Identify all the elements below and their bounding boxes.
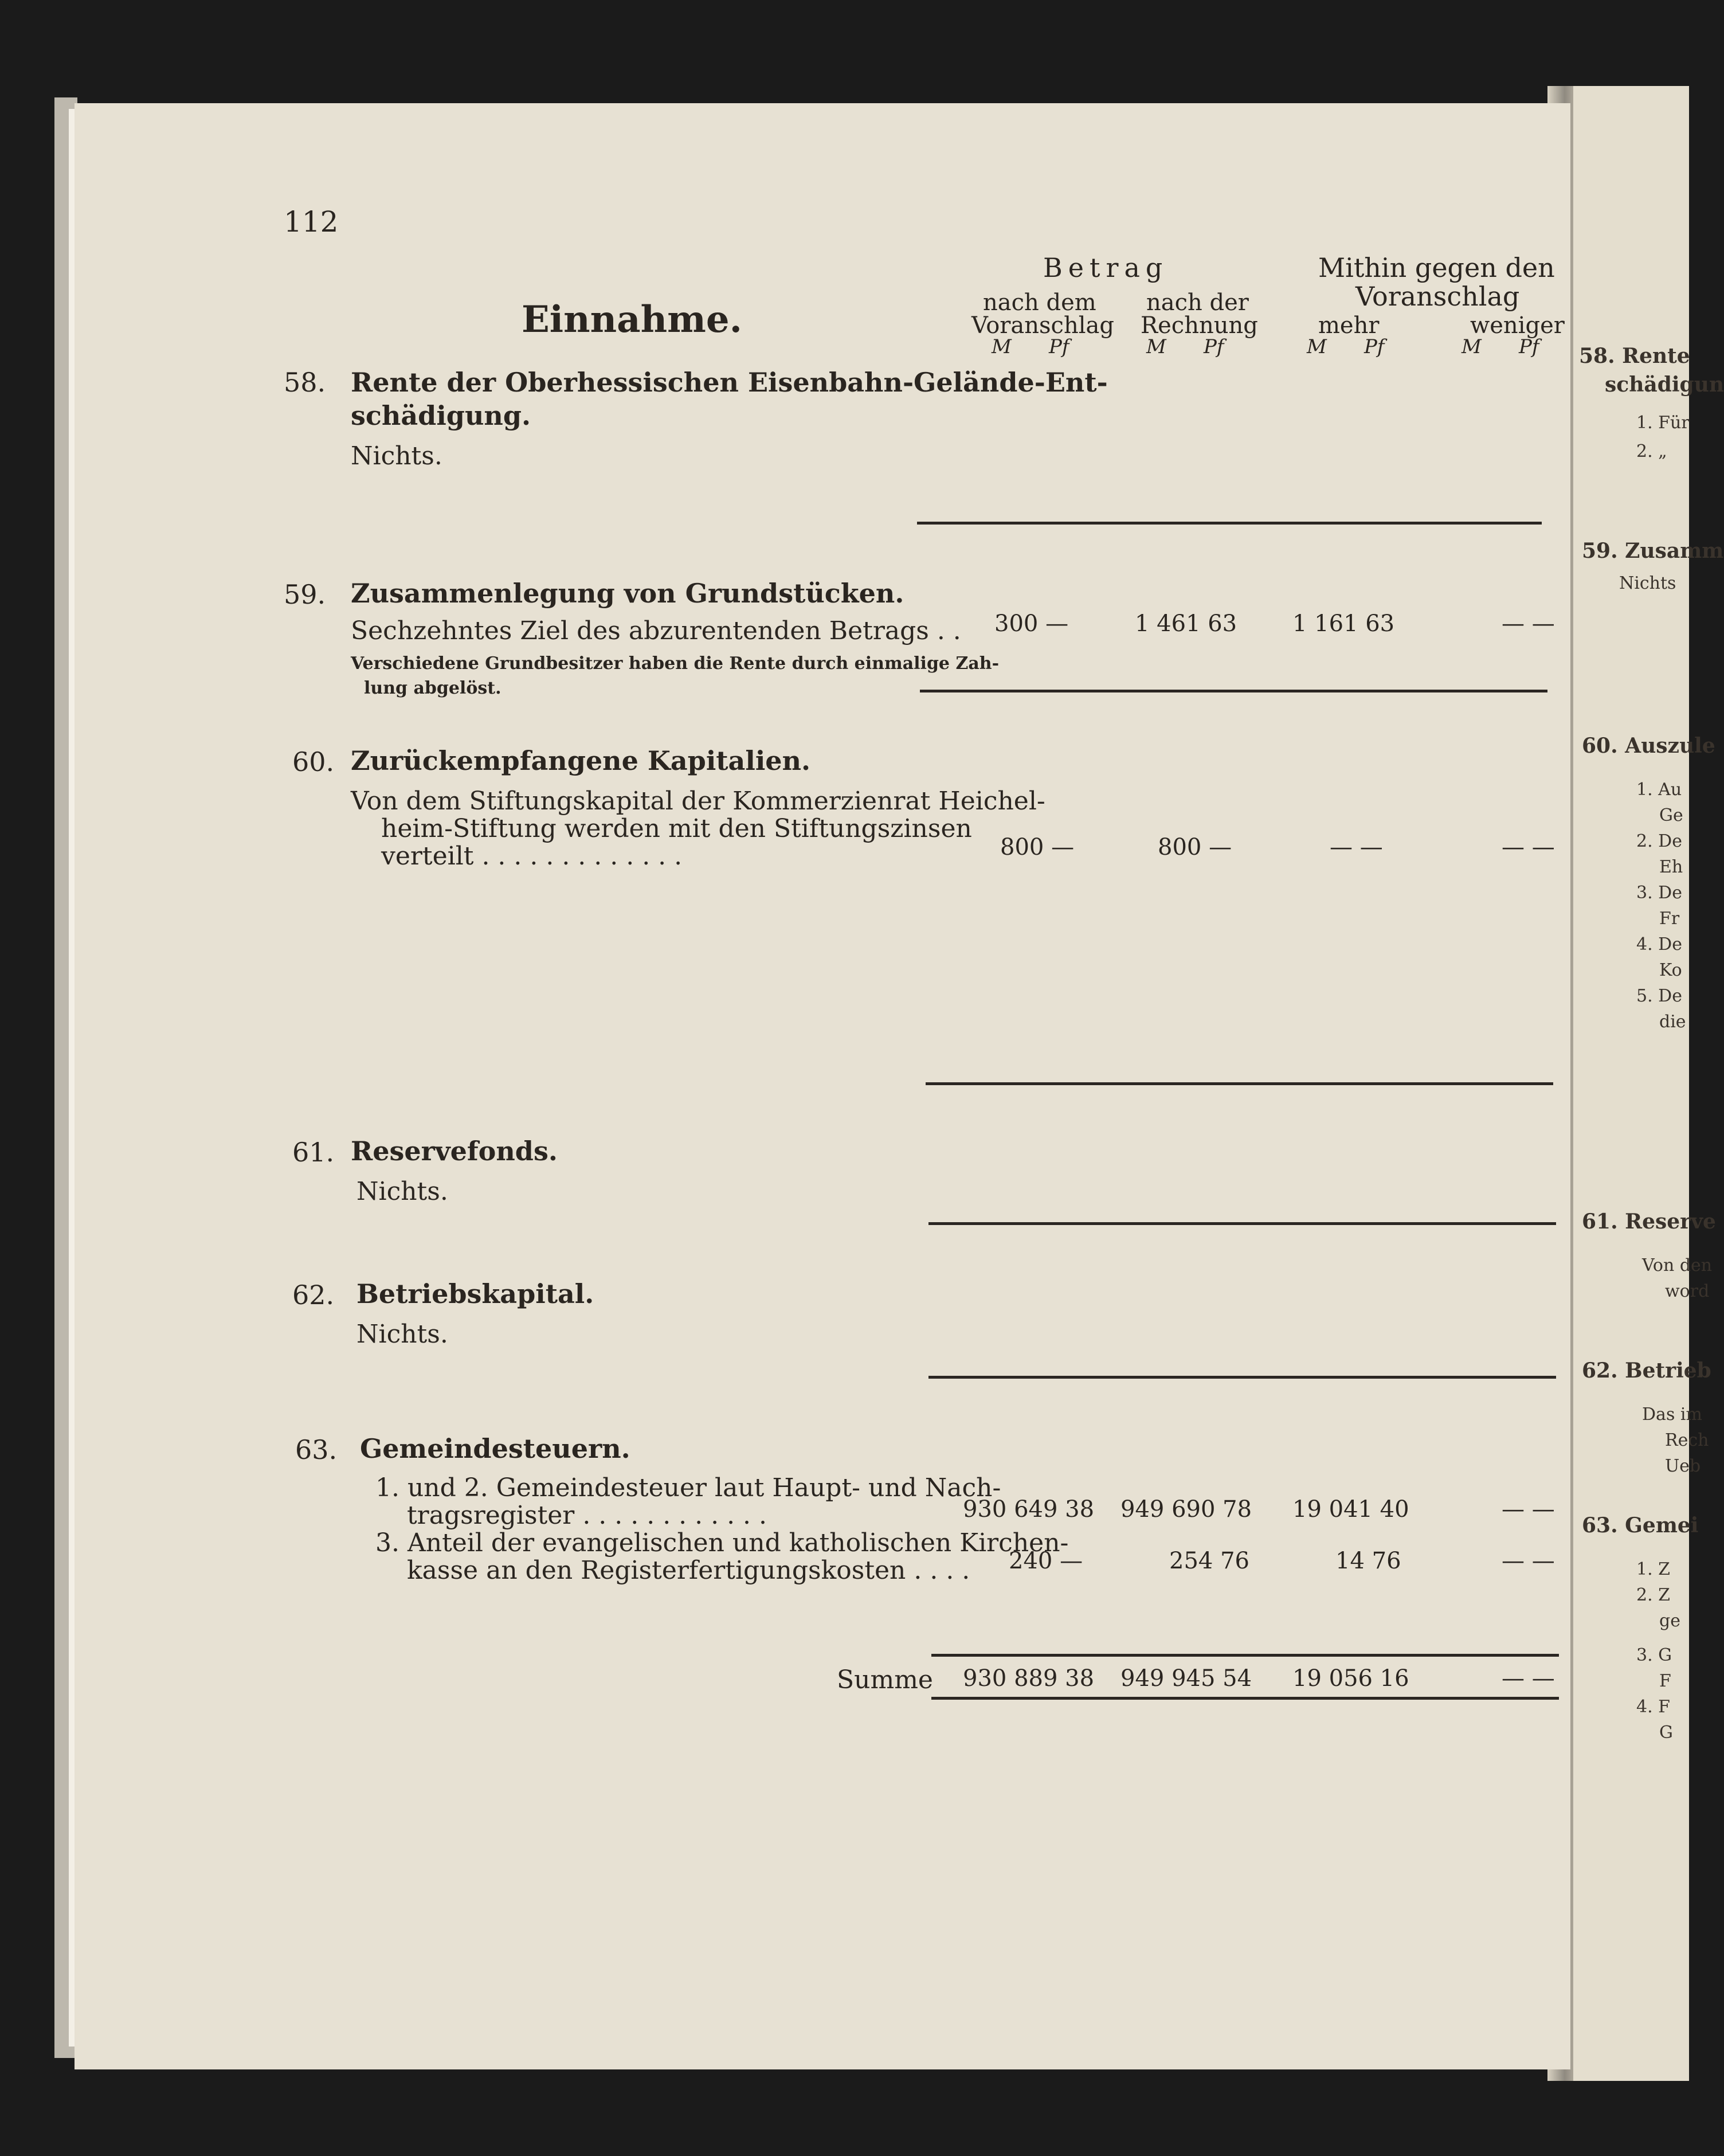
item-text: Sechzehntes Ziel des abzurentenden Betrags . . [351, 616, 961, 645]
unit-pf: Pf [1364, 335, 1385, 358]
value-rechnung: 949 690 78 [1120, 1496, 1252, 1523]
next-page-fragment: 4. De [1636, 934, 1682, 954]
page-number: 112 [284, 205, 339, 238]
next-page-fragment: 61. Reserve [1582, 1210, 1716, 1234]
next-page-fragment: 2. „ [1636, 441, 1667, 461]
next-page-fragment: word [1665, 1281, 1710, 1301]
summe-rechnung: 949 945 54 [1120, 1665, 1252, 1692]
item-title: Rente der Oberhessischen Eisenbahn-Gelände-Ent- [351, 367, 1108, 398]
value-weniger: — — [1502, 1496, 1555, 1523]
unit-mark: M [992, 335, 1012, 358]
value-voranschlag: 930 649 38 [963, 1496, 1095, 1523]
next-page-fragment: Ko [1659, 960, 1682, 980]
item-title: schädigung. [351, 400, 531, 431]
value-rechnung: 800 — [1158, 834, 1232, 860]
next-page-fragment: 58. Rente [1579, 344, 1690, 368]
value-mehr: 1 161 63 [1292, 611, 1395, 637]
item-number: 59. [284, 579, 326, 610]
item-title: Zurückempfangene Kapitalien. [351, 745, 811, 776]
item-number: 61. [292, 1137, 335, 1168]
next-page [1573, 86, 1724, 2081]
rule [926, 1082, 1553, 1085]
next-page-fragment: Von den [1642, 1255, 1713, 1275]
next-page-fragment: 4. F [1636, 1697, 1670, 1717]
next-page-fragment: Das im [1642, 1404, 1702, 1425]
next-page-fragment: 60. Auszule [1582, 734, 1715, 758]
item-title: Reservefonds. [351, 1136, 558, 1167]
item-title: Gemeindesteuern. [360, 1433, 630, 1464]
header-betrag: Betrag [1043, 252, 1169, 283]
rule [917, 522, 1542, 525]
unit-mark: M [1146, 335, 1166, 358]
item-line: verteilt . . . . . . . . . . . . . [381, 842, 683, 871]
unit-pf: Pf [1204, 335, 1224, 358]
item-text: Nichts. [351, 441, 442, 471]
next-page-fragment: ge [1659, 1611, 1680, 1631]
value-voranschlag: 300 — [994, 611, 1069, 637]
next-page-fragment: 3. G [1636, 1645, 1672, 1665]
rule [928, 1376, 1556, 1379]
rule [920, 690, 1547, 692]
next-page-fragment: Ueb [1665, 1456, 1701, 1476]
item-number: 62. [292, 1279, 335, 1310]
next-page-fragment: 5. De [1636, 986, 1682, 1006]
next-page-fragment: 1. Au [1636, 780, 1682, 800]
unit-mark: M [1462, 335, 1482, 358]
next-page-fragment: 1. Für [1636, 413, 1690, 433]
item-text: Nichts. [356, 1320, 448, 1349]
section-title: Einnahme. [522, 298, 742, 341]
item-line: 3. Anteil der evangelischen und katholischen Kirchen- [375, 1528, 1069, 1558]
value-weniger: — — [1502, 834, 1555, 860]
next-page-fragment: 2. Z [1636, 1585, 1671, 1605]
summe-weniger: — — [1502, 1665, 1555, 1692]
next-page-fragment: 63. Gemei [1582, 1513, 1699, 1537]
value-weniger: — — [1502, 1548, 1555, 1574]
value-mehr: 19 041 40 [1292, 1496, 1409, 1523]
unit-pf: Pf [1519, 335, 1539, 358]
value-mehr: 14 76 [1335, 1548, 1401, 1574]
rule [928, 1222, 1556, 1225]
header-mithin-line1: Mithin gegen den [1318, 252, 1555, 283]
next-page-fragment: Ge [1659, 805, 1683, 825]
next-page-fragment: F [1659, 1671, 1671, 1691]
item-title: Zusammenlegung von Grundstücken. [351, 578, 904, 609]
item-number: 60. [292, 746, 335, 777]
next-page-fragment: 2. De [1636, 831, 1682, 851]
item-line: Von dem Stiftungskapital der Kommerzienrat Heichel- [351, 787, 1045, 816]
unit-pf: Pf [1049, 335, 1069, 358]
item-number: 58. [284, 367, 326, 398]
rule [931, 1654, 1559, 1657]
item-line: kasse an den Registerfertigungskosten . . . . [407, 1556, 970, 1585]
header-nach-der: nach der [1146, 289, 1249, 316]
item-line: heim-Stiftung werden mit den Stiftungszinsen [381, 814, 972, 843]
item-note: lung abgelöst. [364, 678, 501, 698]
value-voranschlag: 240 — [1009, 1548, 1083, 1574]
header-weniger: weniger [1470, 312, 1565, 339]
next-page-fragment: 3. De [1636, 883, 1682, 903]
value-weniger: — — [1502, 611, 1555, 637]
item-line: 1. und 2. Gemeindesteuer laut Haupt- und Nach- [375, 1473, 1001, 1502]
next-page-fragment: G [1659, 1723, 1673, 1743]
header-nach-dem: nach dem [983, 289, 1096, 316]
next-page-fragment: Eh [1659, 857, 1683, 877]
value-rechnung: 254 76 [1169, 1548, 1249, 1574]
item-text: Nichts. [356, 1177, 448, 1206]
next-page-fragment: Nichts [1619, 573, 1676, 593]
header-mithin-line2: Voranschlag [1355, 281, 1520, 312]
item-title: Betriebskapital. [356, 1278, 594, 1309]
unit-mark: M [1307, 335, 1327, 358]
next-page-fragment: 62. Betrieb [1582, 1359, 1711, 1383]
rule [931, 1697, 1559, 1700]
summe-mehr: 19 056 16 [1292, 1665, 1409, 1692]
summe-label: Summe [837, 1665, 933, 1695]
header-voranschlag-col: Voranschlag [971, 312, 1114, 339]
value-rechnung: 1 461 63 [1135, 611, 1237, 637]
next-page-fragment: schädigun [1605, 373, 1724, 397]
next-page-fragment: die [1659, 1012, 1686, 1032]
next-page-fragment: Rech [1665, 1430, 1709, 1450]
header-rechnung: Rechnung [1141, 312, 1258, 339]
next-page-fragment: 59. Zusamm [1582, 539, 1724, 563]
book-page [75, 103, 1570, 2069]
next-page-fragment: 1. Z [1636, 1559, 1671, 1579]
item-line: tragsregister . . . . . . . . . . . . [407, 1501, 767, 1530]
item-note: Verschiedene Grundbesitzer haben die Rente durch einmalige Zah- [351, 654, 1000, 674]
summe-voranschlag: 930 889 38 [963, 1665, 1095, 1692]
value-mehr: — — [1330, 834, 1383, 860]
item-number: 63. [295, 1434, 338, 1465]
next-page-fragment: Fr [1659, 909, 1680, 929]
header-mehr: mehr [1318, 312, 1380, 339]
value-voranschlag: 800 — [1000, 834, 1075, 860]
